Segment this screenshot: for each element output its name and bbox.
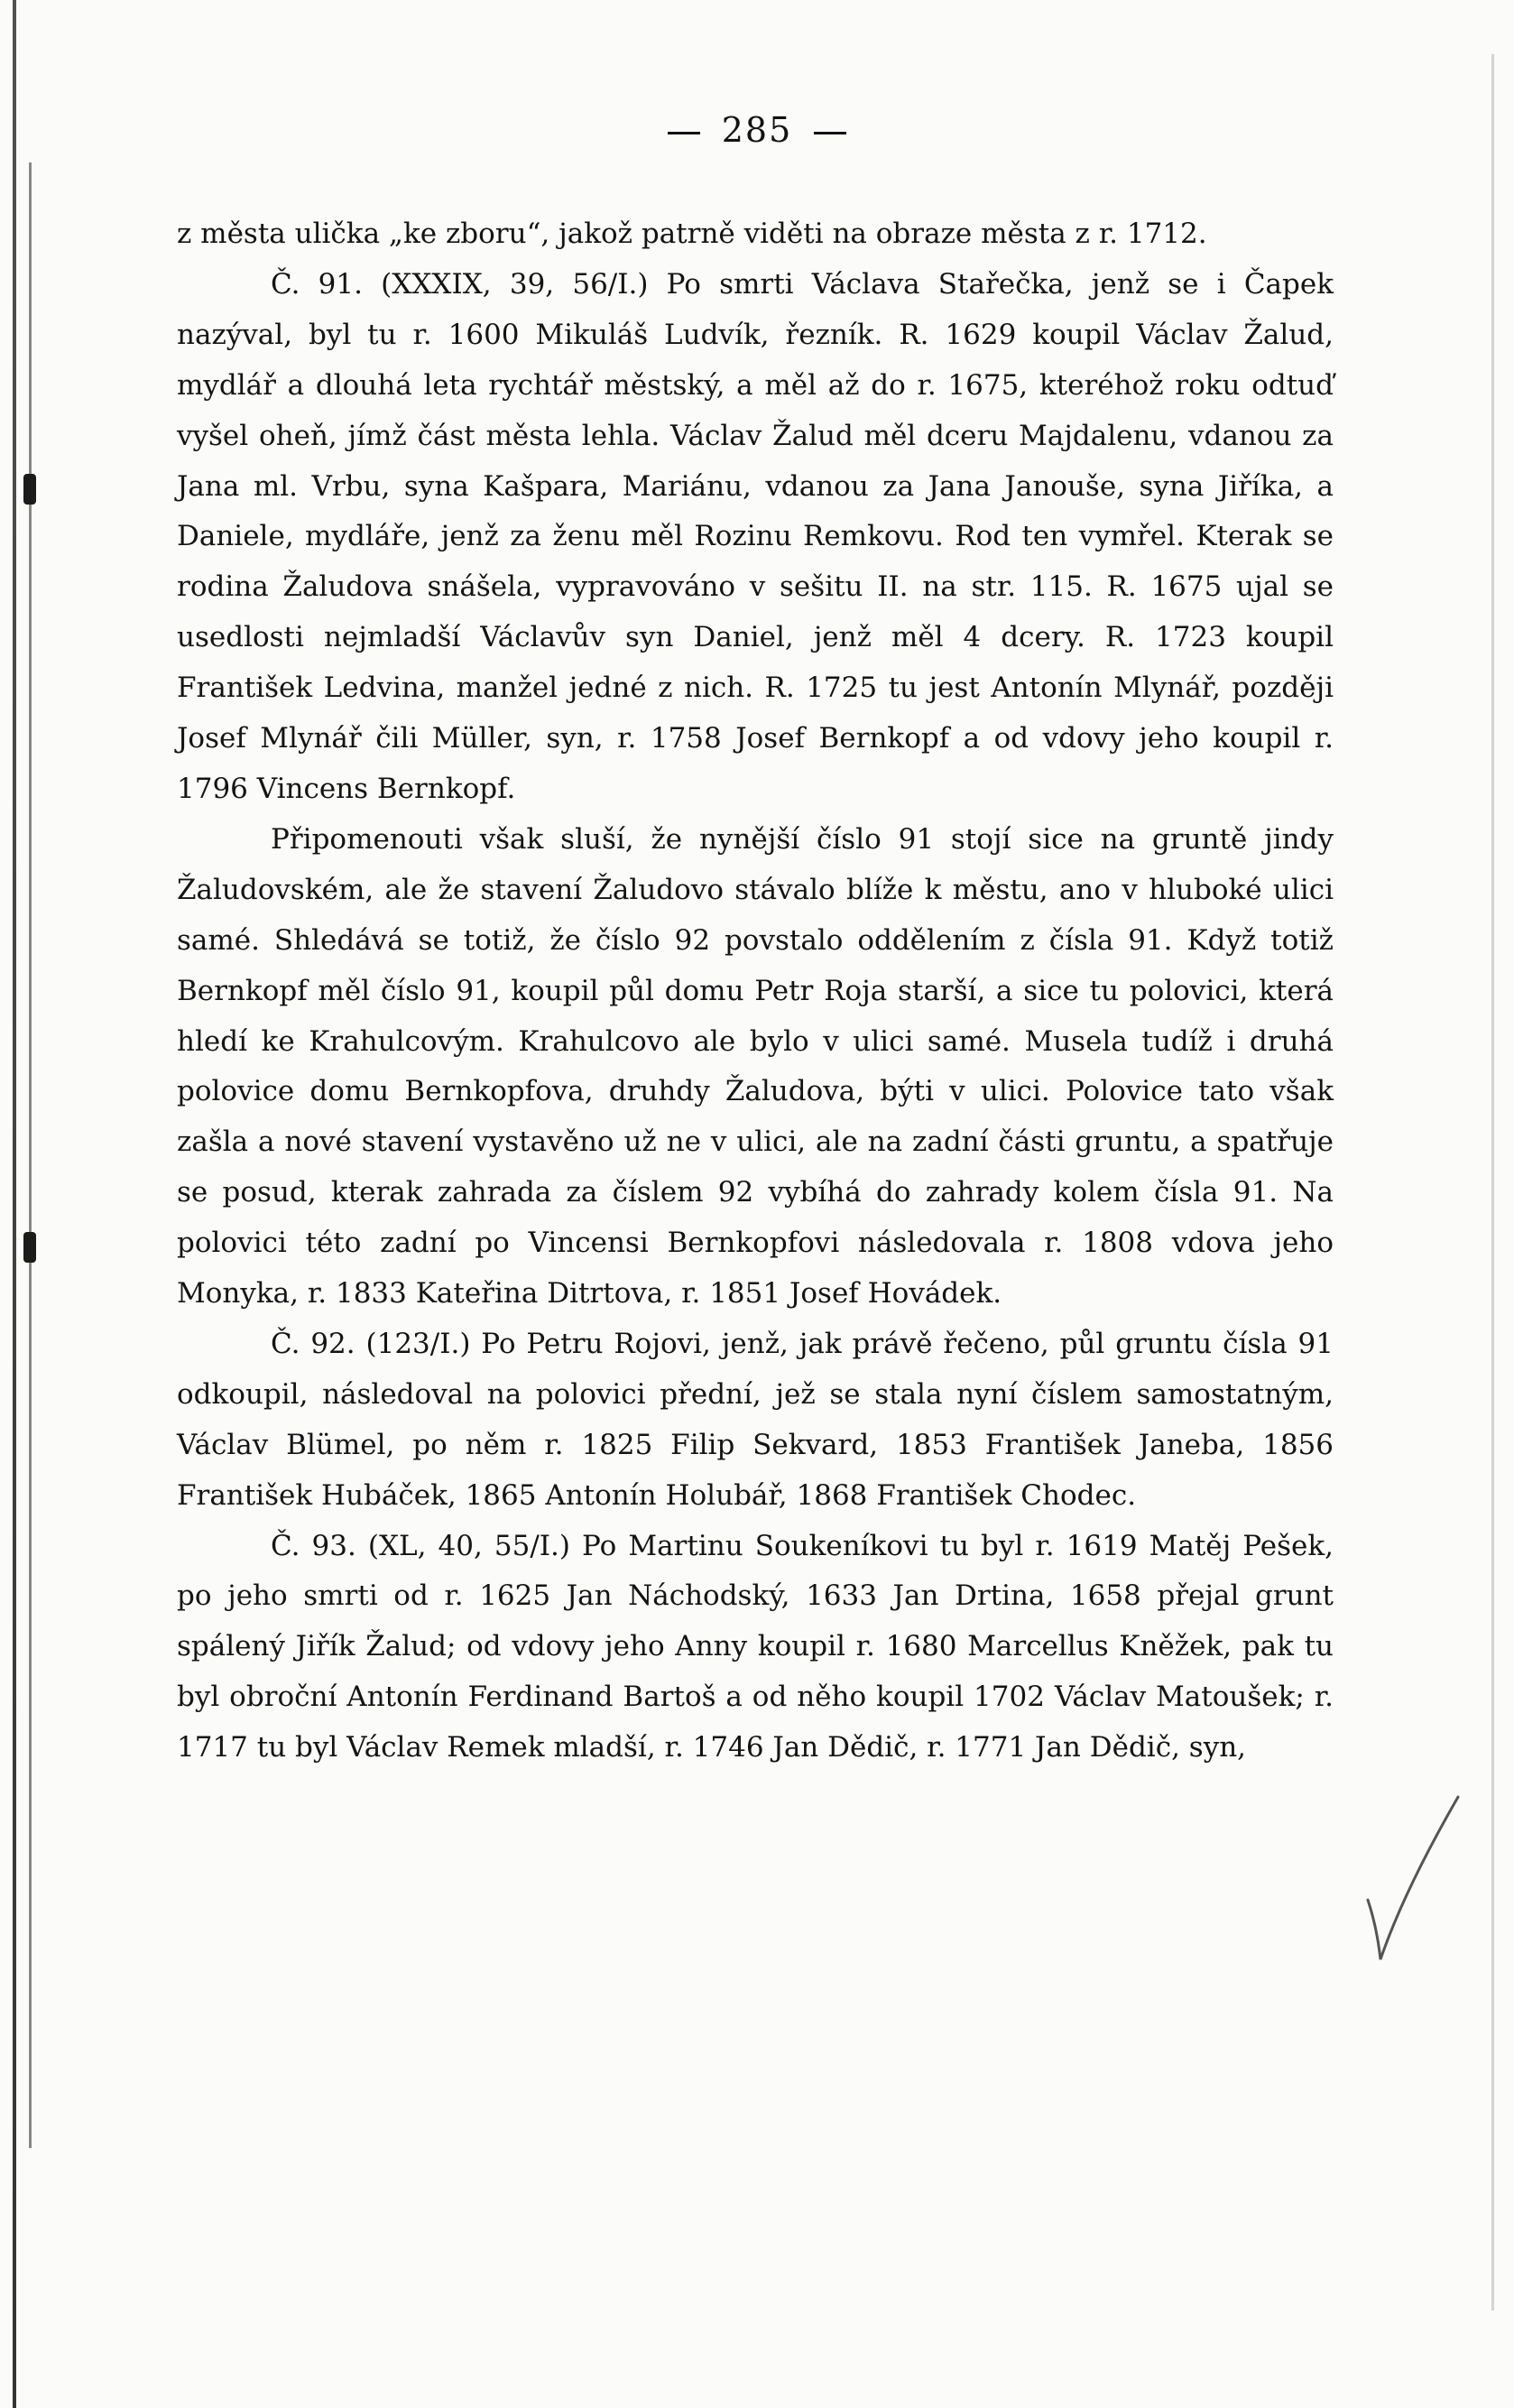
header-dash-left bbox=[668, 132, 700, 134]
page-header bbox=[0, 110, 1514, 150]
scan-right-edge bbox=[1491, 54, 1494, 2311]
paragraph-house-92: Č. 92. (123/I.) Po Petru Rojovi, jenž, jak právě řečeno, půl gruntu čísla 91 odkoupil, následoval na polovici přední, jež se stala nyní číslem samostatným, Václav Blümel, po něm r. 1825 Filip Sekvard, 1853 František Janeba, 1856 František Hubáček, 1865 Antonín Holubář, 1868 František Chodec. bbox=[177, 1327, 1334, 1512]
header-dash-right bbox=[814, 132, 846, 134]
paragraph-house-93: Č. 93. (XL, 40, 55/I.) Po Martinu Soukeníkovi tu byl r. 1619 Matěj Pešek, po jeho smrti od r. 1625 Jan Náchodský, 1633 Jan Drtina, 1658 přejal grunt spálený Jiřík Žalud; od vdovy jeho Anny koupil r. 1680 Marcellus Kněžek, pak tu byl obroční Antonín Ferdinand Bartoš a od něho koupil 1702 Václav Matoušek; r. 1717 tu byl Václav Remek mladší, r. 1746 Jan Dědič, r. 1771 Jan Dědič, syn, bbox=[177, 1529, 1334, 1764]
body-text bbox=[177, 209, 1334, 1774]
page-number: 285 bbox=[721, 110, 793, 150]
paragraph-house-91: Č. 91. (XXXIX, 39, 56/I.) Po smrti Václava Stařečka, jenž se i Čapek nazýval, byl tu r. 1600 Mikuláš Ludvík, řezník. R. 1629 koupil Václav Žalud, mydlář a dlouhá leta rychtář městský, a měl až do r. 1675, kteréhož roku odtuď vyšel oheň, jímž část města lehla. Václav Žalud měl dceru Majdalenu, vdanou za Jana ml. Vrbu, syna Kašpara, Mariánu, vdanou za Jana Janouše, syna Jiříka, a Daniele, mydláře, jenž za ženu měl Rozinu Remkovu. Rod ten vymřel. Kterak se rodina Žaludova snášela, vypravováno v sešitu II. na str. 115. R. 1675 ujal se usedlosti nejmladší Václavův syn Daniel, jenž měl 4 dcery. R. 1723 koupil František Ledvina, manžel jedné z nich. R. 1725 tu jest Antonín Mlynář, později Josef Mlynář čili Müller, syn, r. 1758 Josef Bernkopf a od vdovy jeho koupil r. 1796 Vincens Bernkopf. bbox=[177, 267, 1334, 805]
scan-binding-shadow bbox=[13, 0, 16, 2408]
paragraph-remark-91: Připomenouti však sluší, že nynější číslo 91 stojí sice na gruntě jindy Žaludovském, ale že stavení Žaludovo stávalo blíže k městu, ano v hluboké ulici samé. Shledává se totiž, že číslo 92 povstalo oddělením z čísla 91. Když totiž Bernkopf měl číslo 91, koupil půl domu Petr Roja starší, a sice tu polovici, která hledí ke Krahulcovým. Krahulcovo ale bylo v ulici samé. Musela tudíž i druhá polovice domu Bernkopfova, druhdy Žaludova, býti v ulici. Polovice tato však zašla a nové stavení vystavěno už ne v ulici, ale na zadní části gruntu, a spatřuje se posud, kterak zahrada za číslem 92 vybíhá do zahrady kolem čísla 91. Na polovici této zadní po Vincensi Bernkopfovi následovala r. 1808 vdova jeho Monyka, r. 1833 Kateřina Ditrtova, r. 1851 Josef Hovádek. bbox=[177, 822, 1334, 1311]
margin-ink-mark bbox=[23, 474, 36, 505]
handwritten-checkmark bbox=[1364, 1792, 1463, 1963]
margin-ink-mark bbox=[23, 1232, 36, 1263]
scan-margin-line bbox=[29, 162, 32, 2148]
paragraph-continuation: z města ulička „ke zboru“, jakož patrně viděti na obraze města z r. 1712. bbox=[177, 218, 1207, 250]
